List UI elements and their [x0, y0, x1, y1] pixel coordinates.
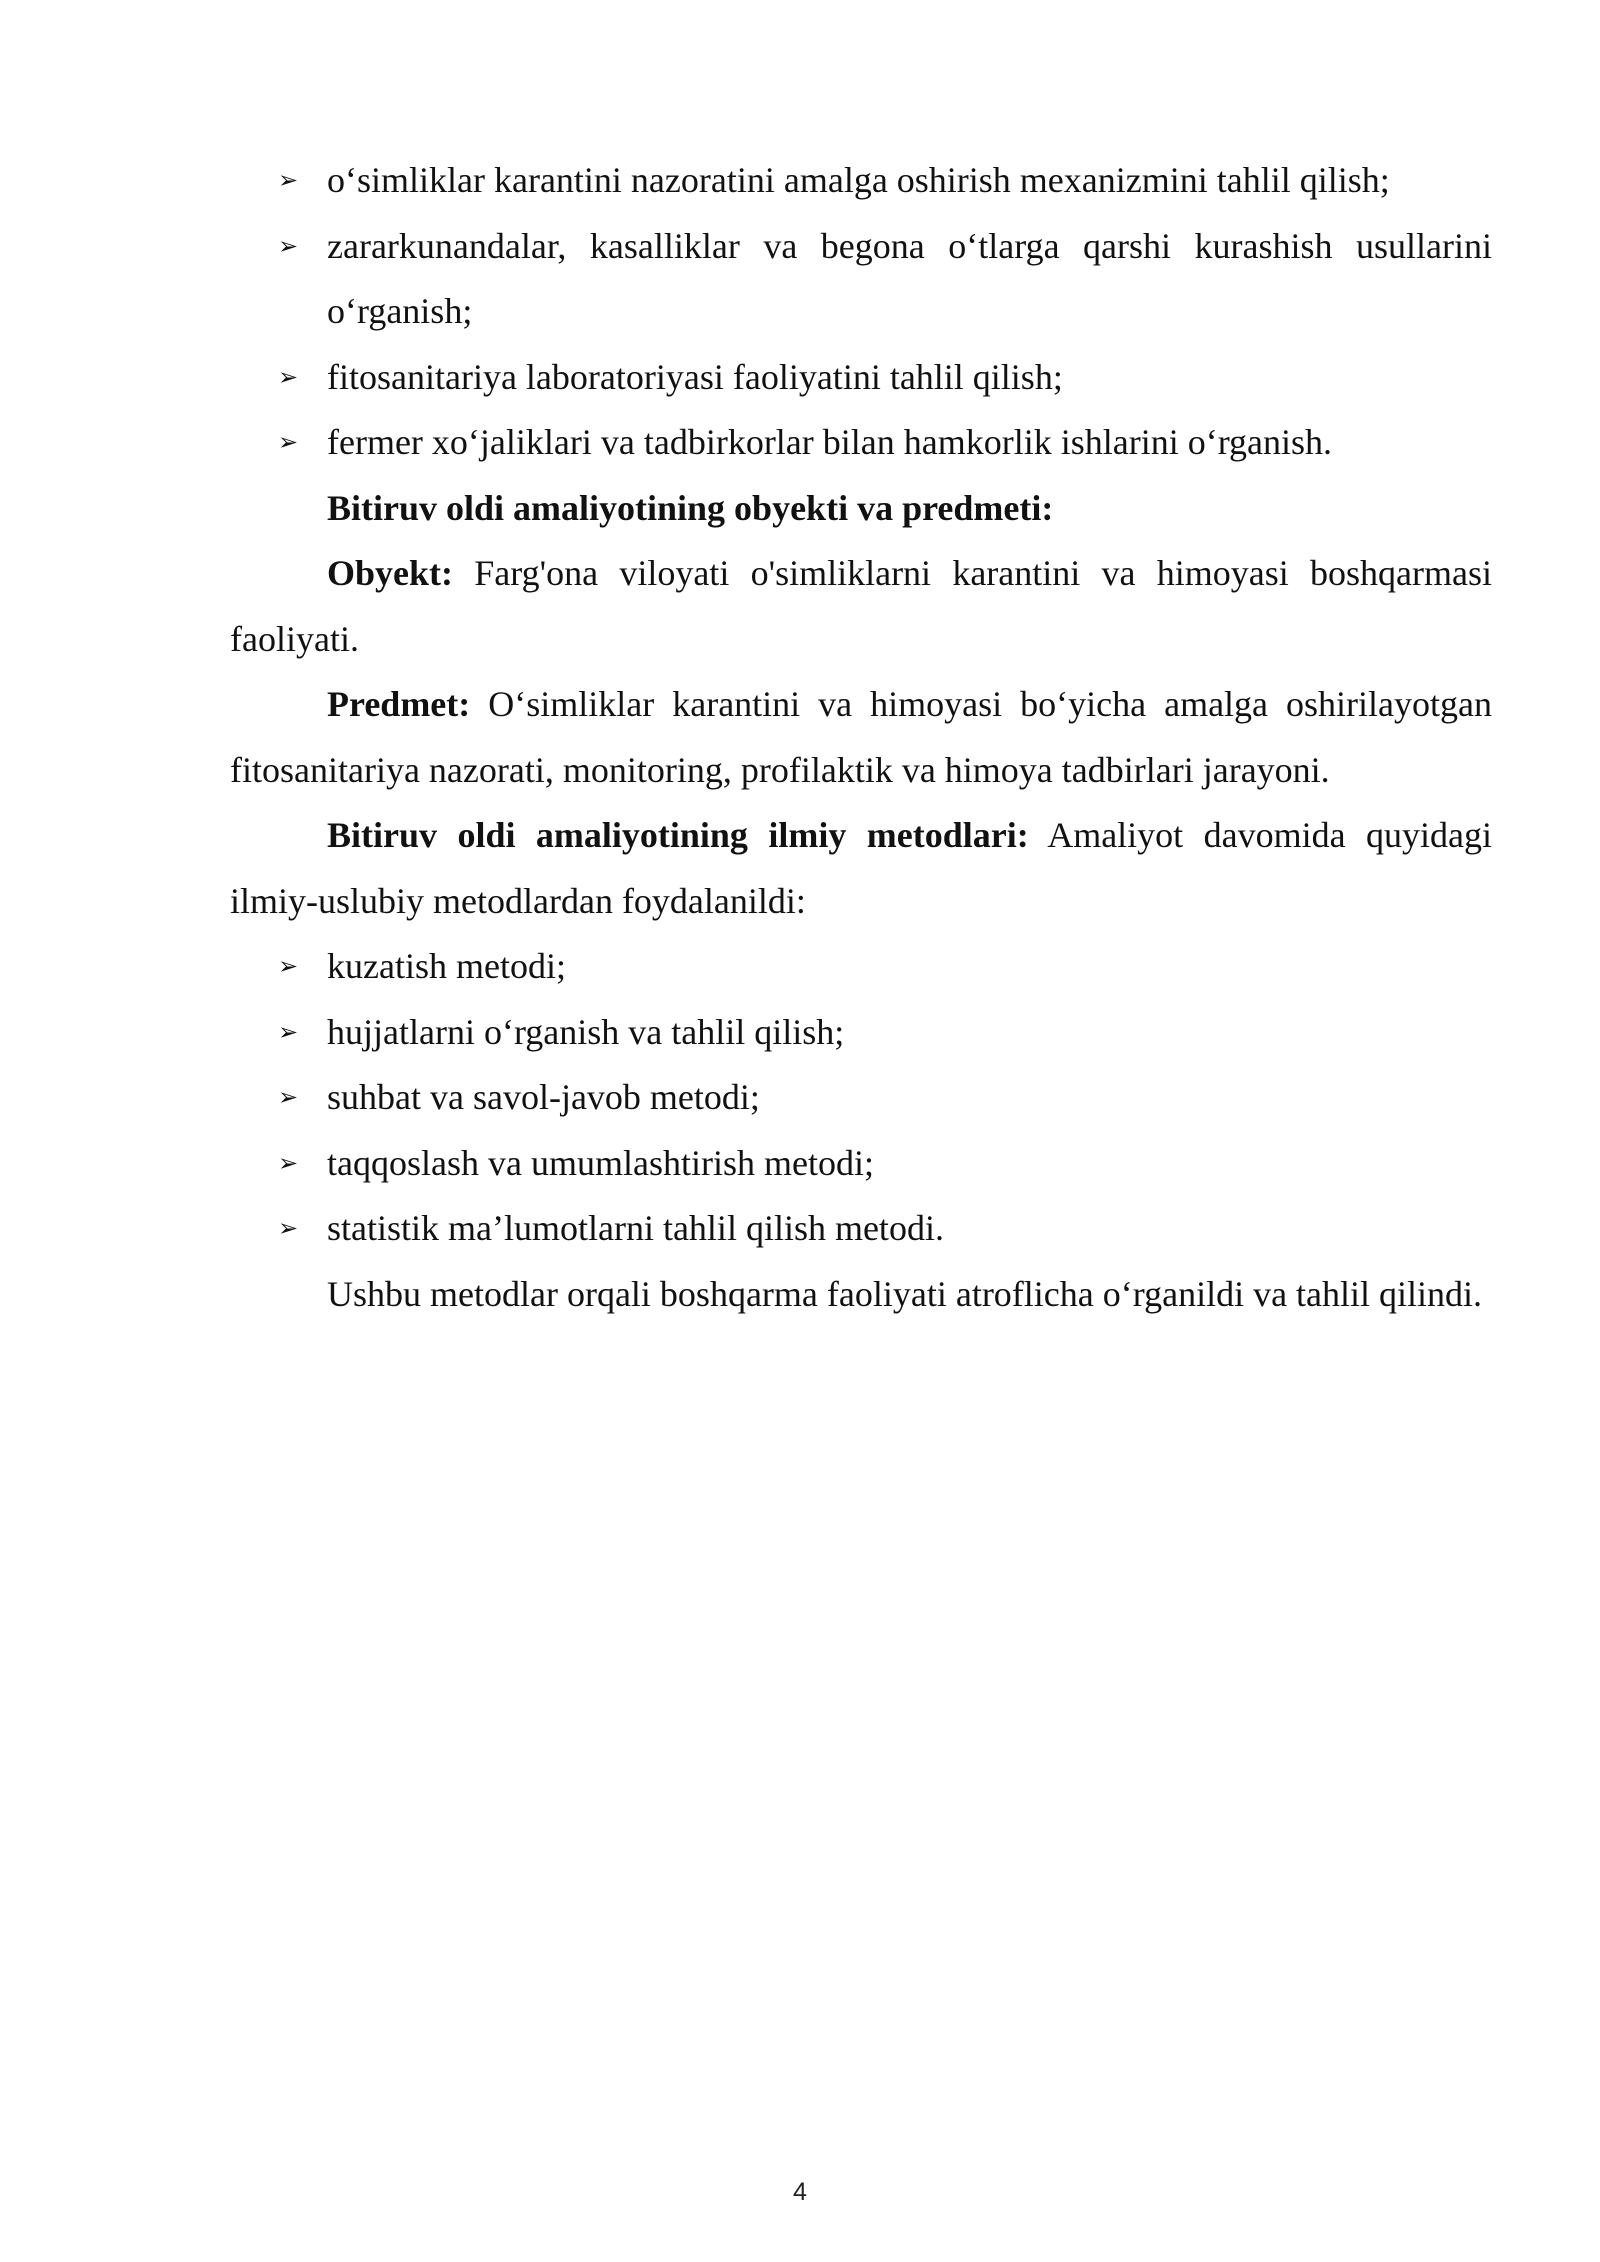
- arrowhead-bullet-icon: ➢: [278, 1083, 299, 1111]
- conclusion-paragraph: Ushbu metodlar orqali boshqarma faoliyati atroflicha o‘rganildi va tahlil qilindi.: [327, 1273, 1483, 1314]
- arrowhead-bullet-icon: ➢: [278, 952, 299, 980]
- arrowhead-bullet-icon: ➢: [278, 1017, 299, 1046]
- arrowhead-bullet-icon: ➢: [278, 1148, 299, 1177]
- list-item-text: suhbat va savol-javob metodi;: [327, 1077, 760, 1117]
- object-subject-heading: Bitiruv oldi amaliyotining obyekti va predmeti:: [327, 487, 1054, 528]
- object-label: Obyekt:: [327, 553, 453, 593]
- list-item: [230, 410, 1492, 476]
- methods-paragraph: [230, 803, 1492, 934]
- list-item-text: hujjatlarni o‘rganish va tahlil qilish;: [327, 1011, 845, 1052]
- arrowhead-bullet-icon: ➢: [278, 428, 299, 456]
- object-text: Farg'ona viloyati o'simliklarni karantini va himoyasi boshqarmasi faoliyati.: [230, 553, 1492, 659]
- list-item: [230, 934, 1492, 1000]
- page-content: [230, 148, 1492, 1327]
- subject-paragraph: [230, 672, 1492, 803]
- list-item: [230, 1131, 1492, 1197]
- list-item: [230, 148, 1492, 214]
- list-item: [230, 345, 1492, 411]
- tasks-bullet-list: [230, 148, 1492, 476]
- list-item-text: statistik ma’lumotlarni tahlil qilish metodi.: [327, 1208, 944, 1248]
- list-item-text: o‘simliklar karantini nazoratini amalga oshirish mexanizmini tahlil qilish;: [327, 160, 1390, 200]
- methods-bullet-list: [230, 934, 1492, 1262]
- arrowhead-bullet-icon: ➢: [278, 231, 299, 260]
- list-item-text: fermer xo‘jaliklari va tadbirkorlar bilan hamkorlik ishlarini o‘rganish.: [327, 422, 1333, 462]
- list-item-text: kuzatish metodi;: [327, 946, 566, 986]
- list-item-text: fitosanitariya laboratoriyasi faoliyatini tahlil qilish;: [327, 356, 1063, 397]
- list-item-text: taqqoslash va umumlashtirish metodi;: [327, 1142, 874, 1183]
- object-paragraph: [230, 541, 1492, 672]
- arrowhead-bullet-icon: ➢: [278, 166, 299, 194]
- methods-label: Bitiruv oldi amaliyotining ilmiy metodlari:: [327, 815, 1029, 855]
- arrowhead-bullet-icon: ➢: [278, 362, 299, 391]
- list-item: [230, 214, 1492, 345]
- subject-text: O‘simliklar karantini va himoyasi bo‘yicha amalga oshirilayotgan fitosanitariya nazorati, monitoring, profilaktik va himoya tadbirlari jarayoni.: [230, 684, 1492, 790]
- list-item: [230, 1196, 1492, 1262]
- list-item: [230, 1000, 1492, 1066]
- list-item: [230, 1065, 1492, 1131]
- list-item-text: zararkunandalar, kasalliklar va begona o‘tlarga qarshi kurashish usullarini o‘rganish;: [327, 225, 1492, 331]
- page-number: 4: [793, 2178, 807, 2206]
- subject-label: Predmet:: [327, 684, 471, 724]
- methods-text: Amaliyot davomida quyidagi ilmiy-uslubiy metodlardan foydalanildi:: [230, 815, 1492, 921]
- arrowhead-bullet-icon: ➢: [278, 1214, 299, 1242]
